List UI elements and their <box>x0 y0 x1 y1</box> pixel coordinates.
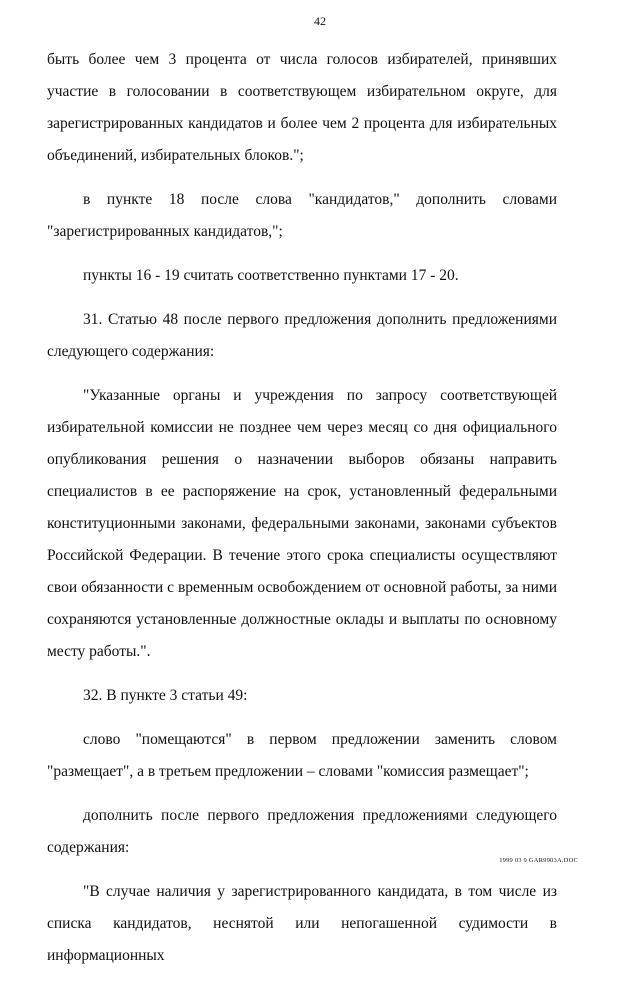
paragraph: 31. Статью 48 после первого предложения дополнить предложениями следующего содержания: <box>47 311 557 360</box>
paragraph: "Указанные органы и учреждения по запросу соответствующей избирательной комиссии не позднее чем через месяц со дня официального опубликования решения о назначении выборов обязаны направить специалистов в ее распоряжение на срок, установленный федеральными конституционными законами, федеральными законами, законами субъектов Российской Федерации. В течение этого срока специалисты осуществляют свои обязанности с временным освобождением от основной работы, за ними сохраняются установленные должностные оклады и выплаты по основному месту работы.". <box>47 387 557 660</box>
footer-file-code: 1999 03 9 GAR9903A.DOC <box>499 857 578 864</box>
page-number: 42 <box>314 14 326 28</box>
paragraph: в пункте 18 после слова "кандидатов," дополнить словами "зарегистрированных кандидатов,"; <box>47 191 557 240</box>
paragraph: слово "помещаются" в первом предложении заменить словом "размещает", а в третьем предложении – словами "комиссия размещает"; <box>47 731 557 780</box>
paragraph: 32. В пункте 3 статьи 49: <box>83 687 248 704</box>
document-body <box>47 44 557 984</box>
paragraph: пункты 16 - 19 считать соответственно пунктами 17 - 20. <box>83 267 459 284</box>
paragraph: "В случае наличия у зарегистрированного кандидата, в том числе из списка кандидатов, неснятой или непогашенной судимости в информационных <box>47 883 557 964</box>
paragraph: быть более чем 3 процента от числа голосов избирателей, принявших участие в голосовании в соответствующем избирательном округе, для зарегистрированных кандидатов и более чем 2 процента для избирательных объединений, избирательных блоков."; <box>47 51 557 164</box>
paragraph: дополнить после первого предложения предложениями следующего содержания: <box>47 807 557 856</box>
